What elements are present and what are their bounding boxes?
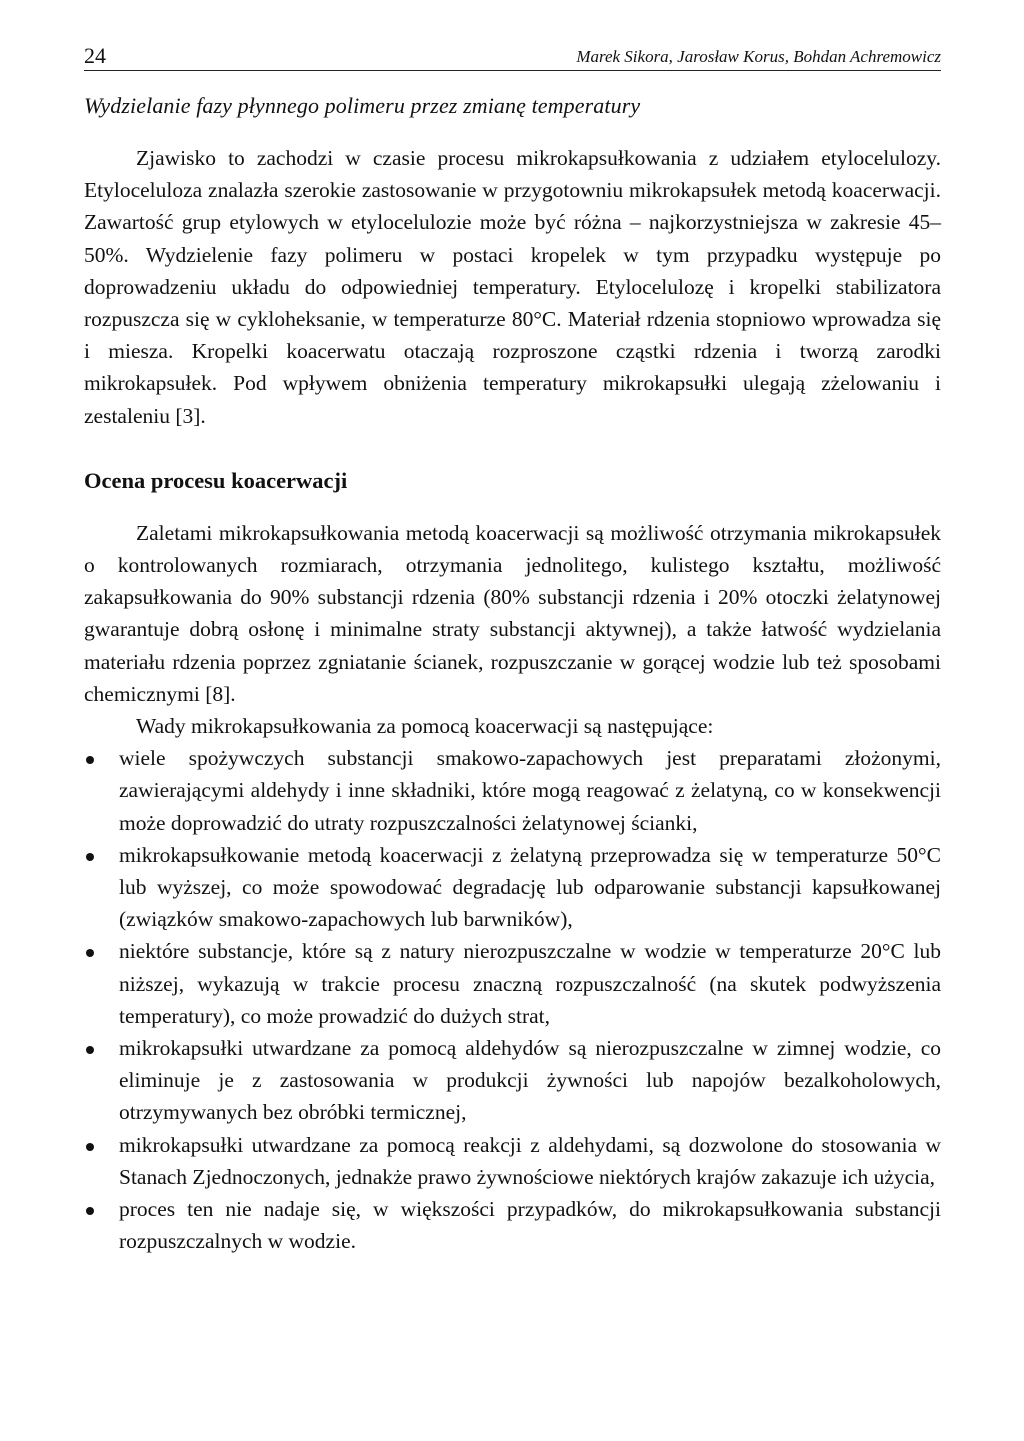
list-item-text: mikrokapsułki utwardzane za pomocą aldehydów są nierozpuszczalne w zimnej wodzie, co eliminuje je z zastosowania w produkcji żywności lub napojów bezalkoholowych, otrzymywanych bez obróbki termicznej, <box>119 1036 941 1125</box>
list-item <box>84 1032 941 1129</box>
section-title: Ocena procesu koacerwacji <box>84 467 348 493</box>
bullet-icon <box>86 756 94 764</box>
list-item <box>84 1193 941 1257</box>
list-item <box>84 742 941 839</box>
page-number: 24 <box>84 43 106 68</box>
bullet-icon <box>86 853 94 861</box>
running-head: Marek Sikora, Jarosław Korus, Bohdan Achremowicz <box>576 47 941 66</box>
list-item <box>84 935 941 1032</box>
bullet-icon <box>86 1143 94 1151</box>
subsection-title: Wydzielanie fazy płynnego polimeru przez zmianę temperatury <box>84 93 641 118</box>
list-item-text: mikrokapsułkowanie metodą koacerwacji z żelatyną przeprowadza się w temperaturze 50°C lub wyższej, co może spowodować degradację lub odparowanie substancji kapsułkowanej (związków smakowo-zapachowych lub barwników), <box>119 842 941 932</box>
subsection-paragraph: Zjawisko to zachodzi w czasie procesu mikrokapsułkowania z udziałem etylocelulozy. Etyloceluloza znalazła szerokie zastosowanie w przygotowniu mikrokapsułek metodą koacerwacji. Zawartość grup etylowych w etylocelulozie może być różna – najkorzystniejsza w zakresie 45–50%. Wydzielenie fazy polimeru w postaci kropelek w tym przypadku występuje po doprowadzeniu układu do odpowiedniej temperatury. Etylocelulozę i kropelki stabilizatora rozpuszcza się w cykloheksanie, w temperaturze 80°C. Materiał rdzenia stopniowo wprowadza się i miesza. Kropelki koacerwatu otaczają rozproszone cząstki rdzenia i tworzą zarodki mikrokapsułek. Pod wpływem obniżenia temperatury mikrokapsułki ulegają zżelowaniu i zestaleniu [3]. <box>84 146 941 428</box>
list-item-text: mikrokapsułki utwardzane za pomocą reakcji z aldehydami, są dozwolone do stosowania w Stanach Zjednoczonych, jednakże prawo żywnościowe niektórych krajów zakazuje ich użycia, <box>119 1132 941 1189</box>
list-item <box>84 839 941 936</box>
bullet-icon <box>86 1207 94 1215</box>
bullet-icon <box>86 1046 94 1054</box>
section-paragraph-disadvantages-intro: Wady mikrokapsułkowania za pomocą koacerwacji są następujące: <box>136 714 714 739</box>
page-header <box>84 38 941 71</box>
section-paragraph-advantages: Zaletami mikrokapsułkowania metodą koacerwacji są możliwość otrzymania mikrokapsułek o kontrolowanych rozmiarach, otrzymania jednolitego, kulistego kształtu, możliwość zakapsułkowania do 90% substancji rdzenia (80% substancji rdzenia i 20% otoczki żelatynowej gwarantuje dobrą osłonę i minimalne straty substancji aktywnej), a także łatwość wydzielania materiału rdzenia poprzez zgniatanie ścianek, rozpuszczanie w gorącej wodzie lub też sposobami chemicznymi [8]. <box>84 520 941 706</box>
list-item-text: wiele spożywczych substancji smakowo-zapachowych jest preparatami złożonymi, zawierającymi aldehydy i inne składniki, które mogą reagować z żelatyną, co w konsekwencji może doprowadzić do utraty rozpuszczalności żelatynowej ścianki, <box>119 746 941 835</box>
list-item-text: niektóre substancje, które są z natury nierozpuszczalne w wodzie w temperaturze 20°C lub niższej, wykazują w trakcie procesu znaczną rozpuszczalność (na skutek podwyższenia temperatury), co może prowadzić do dużych strat, <box>119 939 941 1028</box>
list-item-text: proces ten nie nadaje się, w większości przypadków, do mikrokapsułkowania substancji rozpuszczalnych w wodzie. <box>119 1197 941 1254</box>
document-page <box>84 38 941 1258</box>
disadvantages-list <box>84 742 941 1257</box>
bullet-icon <box>86 949 94 957</box>
list-item <box>84 1129 941 1193</box>
